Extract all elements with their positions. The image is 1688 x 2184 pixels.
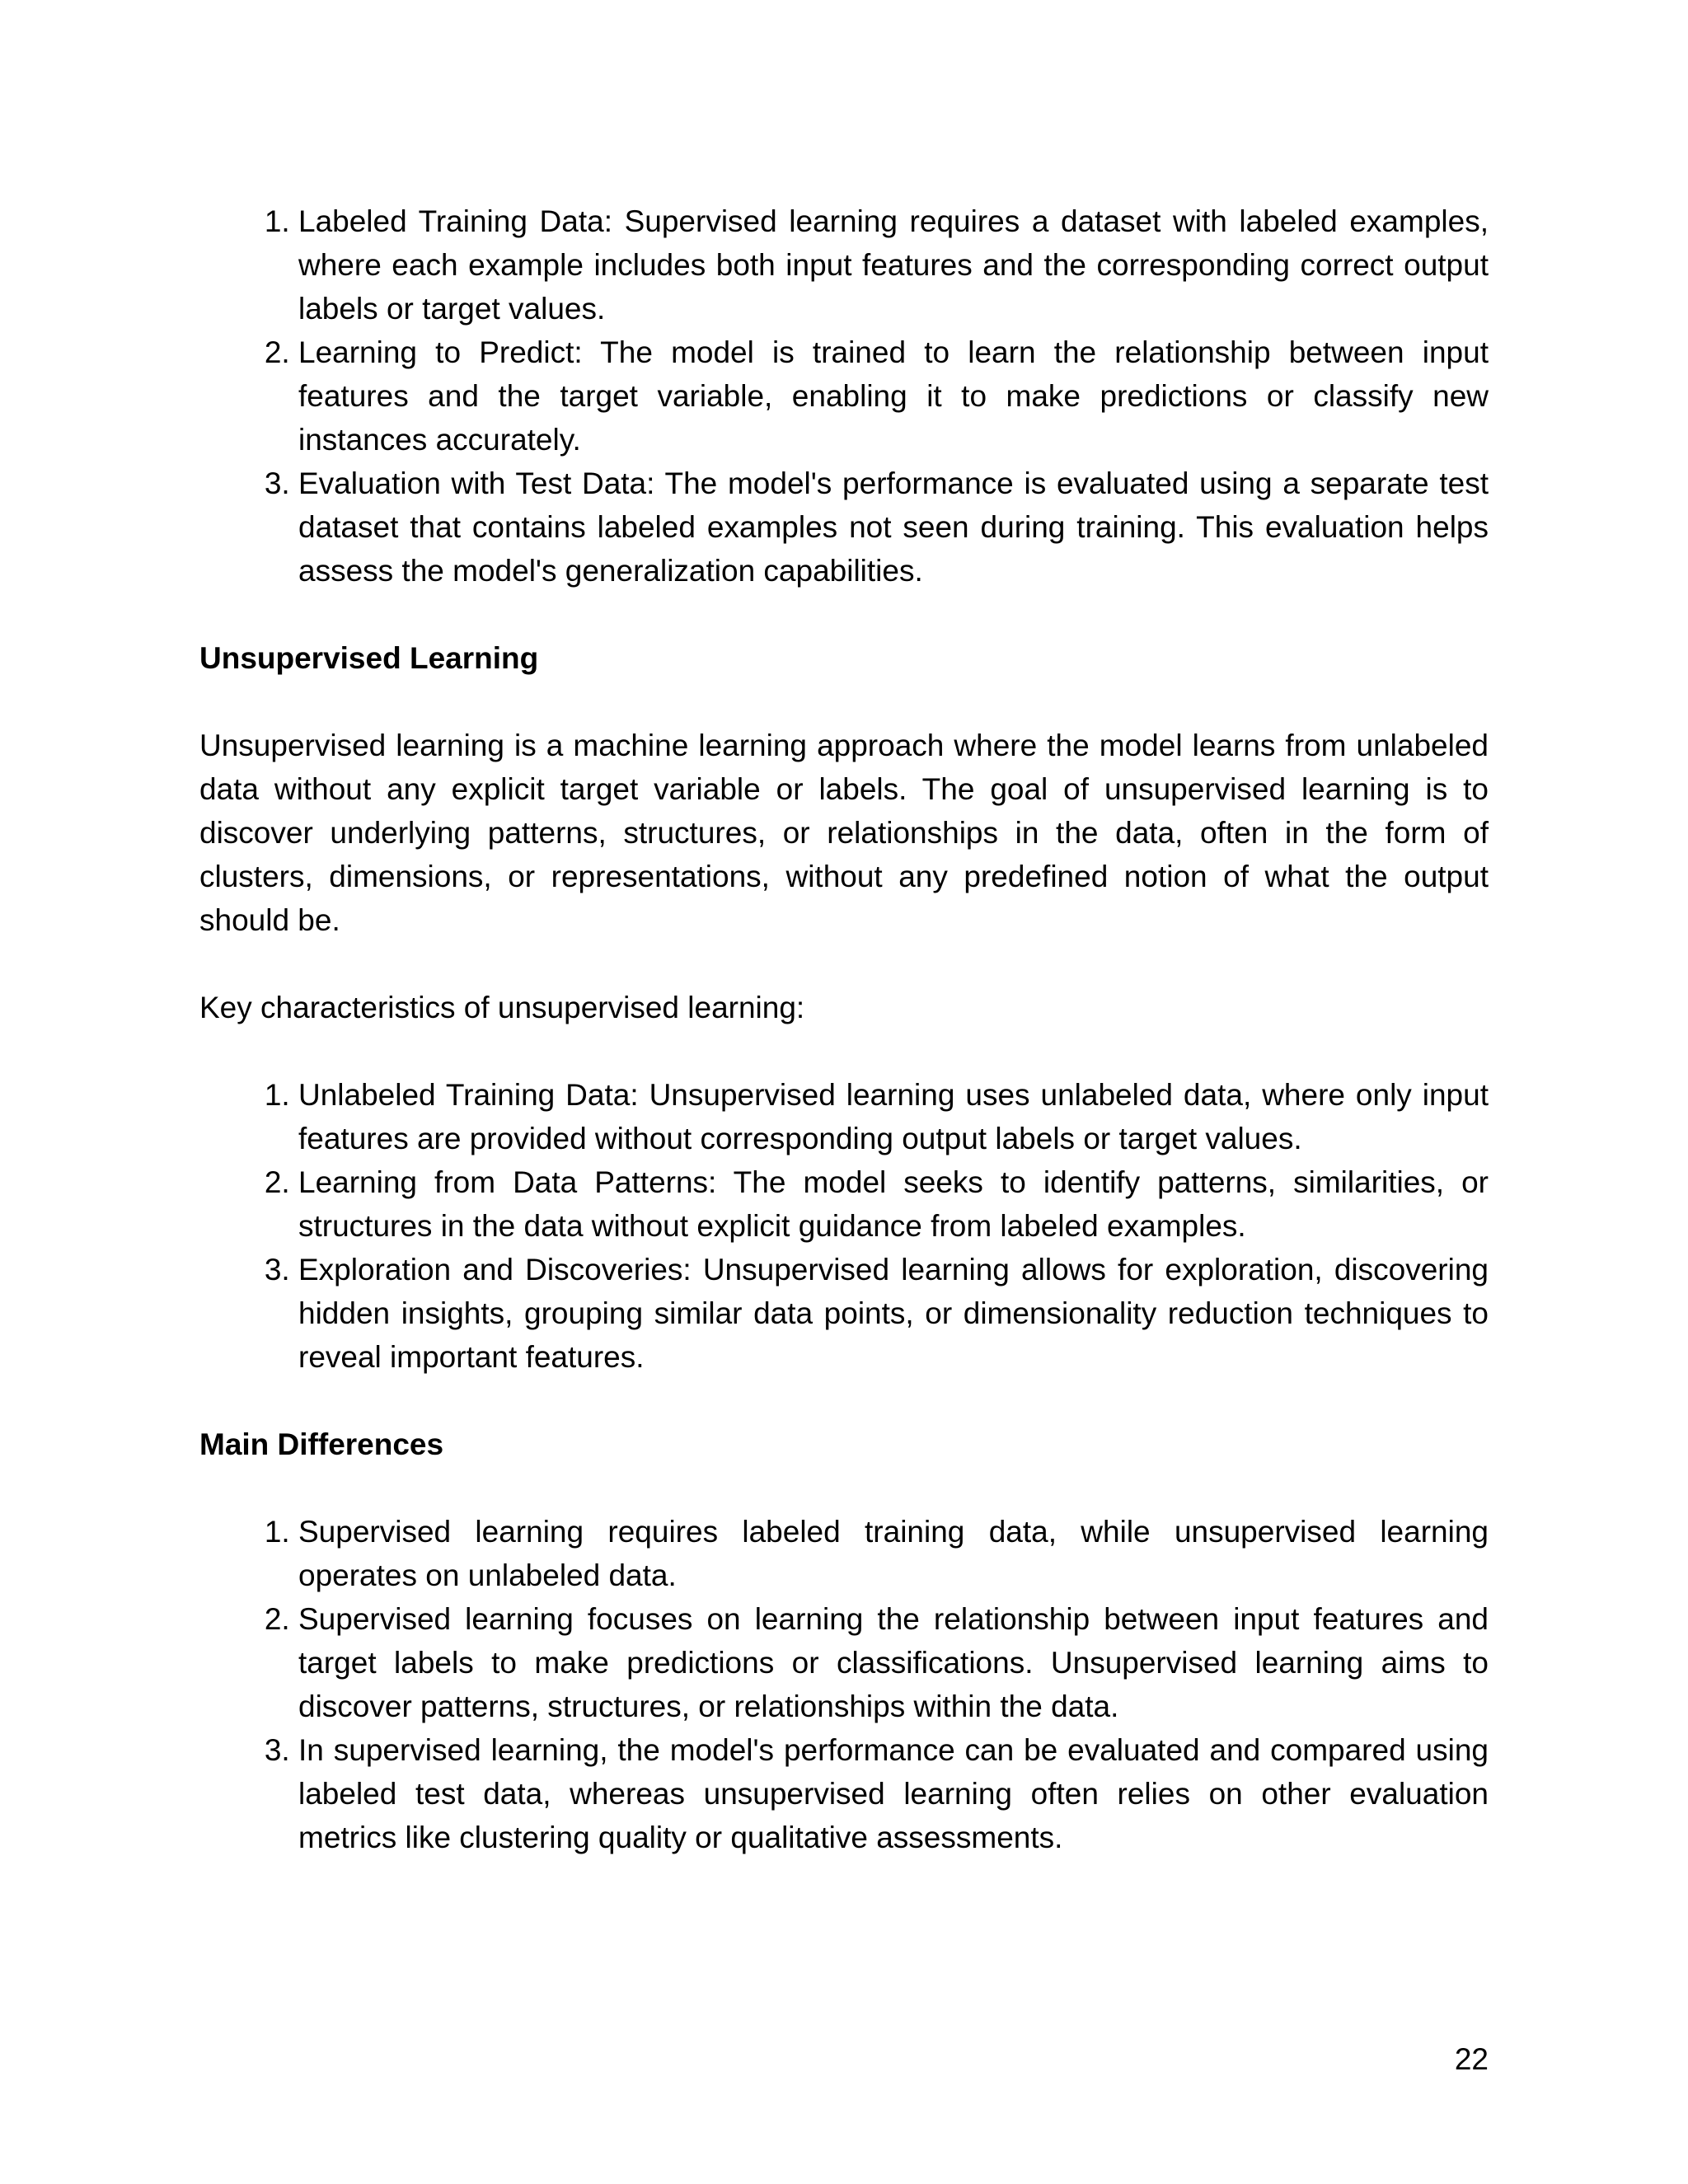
list-item: 3. Evaluation with Test Data: The model's performance is evaluated using a separate test dataset that contains labeled examples not seen during training. This evaluation helps assess the model's generalization capabilities. [298,462,1489,593]
page-content [199,199,1489,1859]
list-item: 1. Labeled Training Data: Supervised learning requires a dataset with labeled examples, where each example includes both input features and the corresponding correct output labels or target values. [298,199,1489,330]
page-number: 22 [1454,2042,1489,2076]
list-item: 2. Supervised learning focuses on learning the relationship between input features and target labels to make predictions or classifications. Unsupervised learning aims to discover patterns, structures, or relationships within the data. [298,1597,1489,1728]
list-item: 2. Learning to Predict: The model is trained to learn the relationship between input features and the target variable, enabling it to make predictions or classify new instances accurately. [298,330,1489,462]
list-item: 1. Unlabeled Training Data: Unsupervised learning uses unlabeled data, where only input features are provided without corresponding output labels or target values. [298,1073,1489,1160]
list-item: 3. In supervised learning, the model's performance can be evaluated and compared using labeled test data, whereas unsupervised learning often relies on other evaluation metrics like clustering quality or qualitative assessments. [298,1728,1489,1859]
list-item: 3. Exploration and Discoveries: Unsupervised learning allows for exploration, discovering hidden insights, grouping similar data points, or dimensionality reduction techniques to reveal important features. [298,1248,1489,1379]
unsupervised-paragraph: Unsupervised learning is a machine learning approach where the model learns from unlabeled data without any explicit target variable or labels. The goal of unsupervised learning is to discover underlying patterns, structures, or relationships in the data, often in the form of clusters, dimensions, or representations, without any predefined notion of what the output should be. [199,729,1489,937]
list-item: 2. Learning from Data Patterns: The model seeks to identify patterns, similarities, or structures in the data without explicit guidance from labeled examples. [298,1160,1489,1248]
unsupervised-characteristics-list [199,1073,1489,1379]
unsupervised-heading: Unsupervised Learning [199,641,539,675]
differences-list [199,1510,1489,1859]
unsupervised-intro: Key characteristics of unsupervised learning: [199,991,805,1024]
supervised-characteristics-list [199,199,1489,593]
differences-heading: Main Differences [199,1427,444,1461]
list-item: 1. Supervised learning requires labeled training data, while unsupervised learning operates on unlabeled data. [298,1510,1489,1597]
